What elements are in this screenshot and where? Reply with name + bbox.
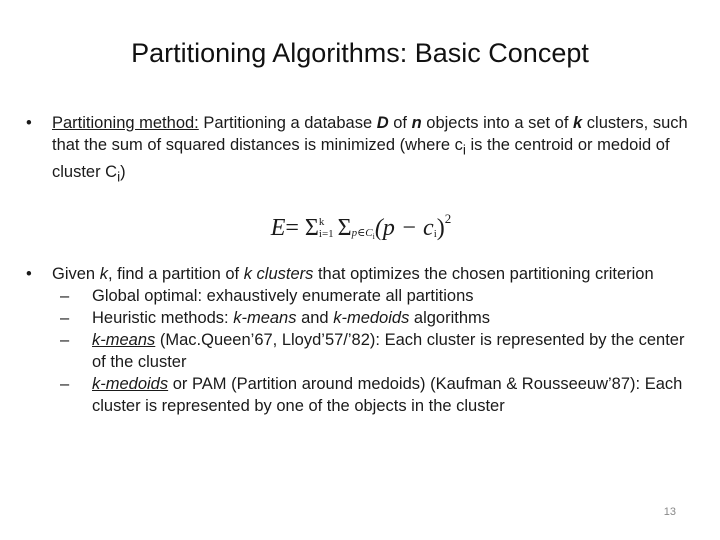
k-medoids-term: k-medoids	[333, 308, 410, 327]
dash: –	[60, 286, 70, 305]
text-run: or PAM (Partition around medoids) (Kaufman & Rousseeuw’87): Each cluster is represented by one of the objects in the cluster	[92, 374, 683, 415]
formula-power: 2	[444, 210, 452, 226]
subscript: i	[462, 142, 466, 158]
dash: –	[60, 308, 70, 327]
text-run: and	[296, 308, 334, 327]
var-k: k	[99, 264, 108, 283]
formula-E: E	[270, 214, 286, 241]
item-text	[92, 307, 696, 329]
sum1-lower: i=1	[318, 227, 334, 240]
sum2-lower: p∈C	[351, 226, 373, 239]
k-means-term: k-means	[92, 330, 156, 349]
bullet-dot: •	[26, 264, 32, 283]
sum1-limits	[319, 216, 334, 240]
list-item	[52, 307, 696, 329]
item-text	[92, 329, 696, 373]
text-run: clusters, such that the sum of squared distances is minimized (where c	[52, 114, 688, 154]
item-text	[92, 373, 696, 417]
text-run: objects into a set of	[421, 114, 574, 132]
text-run: of	[388, 114, 412, 132]
text-run: Given	[52, 264, 100, 283]
subscript: i	[117, 169, 121, 185]
dash: –	[60, 330, 70, 349]
sub-list	[52, 285, 696, 417]
var-k: k	[573, 114, 583, 132]
bullet-given-k	[26, 263, 696, 285]
sum2-lower-i: i	[372, 231, 375, 241]
formula-sum: = Σ	[285, 214, 319, 241]
objective-formula	[26, 199, 696, 257]
formula-sum2: Σ	[337, 214, 352, 241]
formula-paren: )	[436, 214, 445, 241]
k-clusters: k clusters	[243, 264, 314, 283]
text-run: Partitioning a database	[198, 114, 377, 132]
text-run: )	[120, 163, 126, 182]
bullet-dot: •	[26, 114, 32, 132]
slide-body	[26, 112, 696, 417]
sum2-limit	[352, 222, 375, 248]
bullet-text	[52, 112, 696, 189]
text-run: that optimizes the chosen partitioning criterion	[313, 264, 654, 283]
text-run: algorithms	[409, 308, 491, 327]
k-medoids-term: k-medoids	[92, 374, 169, 393]
text-run: , find a partition of	[107, 264, 244, 283]
k-means-term: k-means	[233, 308, 297, 327]
page-number: 13	[663, 506, 676, 518]
var-n: n	[411, 114, 422, 132]
formula-ci: i	[433, 227, 437, 240]
list-item	[52, 373, 696, 417]
bullet-text	[52, 263, 696, 285]
text-run: (Mac.Queen’67, Lloyd’57/’82): Each cluster is represented by the center of the cluster	[92, 330, 685, 371]
dash: –	[60, 374, 70, 393]
text-run: is the centroid or medoid of cluster C	[52, 136, 670, 182]
item-text: Global optimal: exhaustively enumerate all partitions	[92, 286, 474, 305]
text-run: Heuristic methods:	[92, 308, 234, 327]
sum1-upper: k	[318, 215, 325, 228]
list-item	[52, 285, 696, 307]
var-D: D	[376, 114, 389, 132]
bullet-partitioning-method	[26, 112, 696, 189]
partitioning-method-label: Partitioning method:	[52, 114, 199, 132]
list-item	[52, 329, 696, 373]
slide-title: Partitioning Algorithms: Basic Concept	[131, 38, 589, 68]
formula-term: (p − c	[374, 214, 434, 241]
